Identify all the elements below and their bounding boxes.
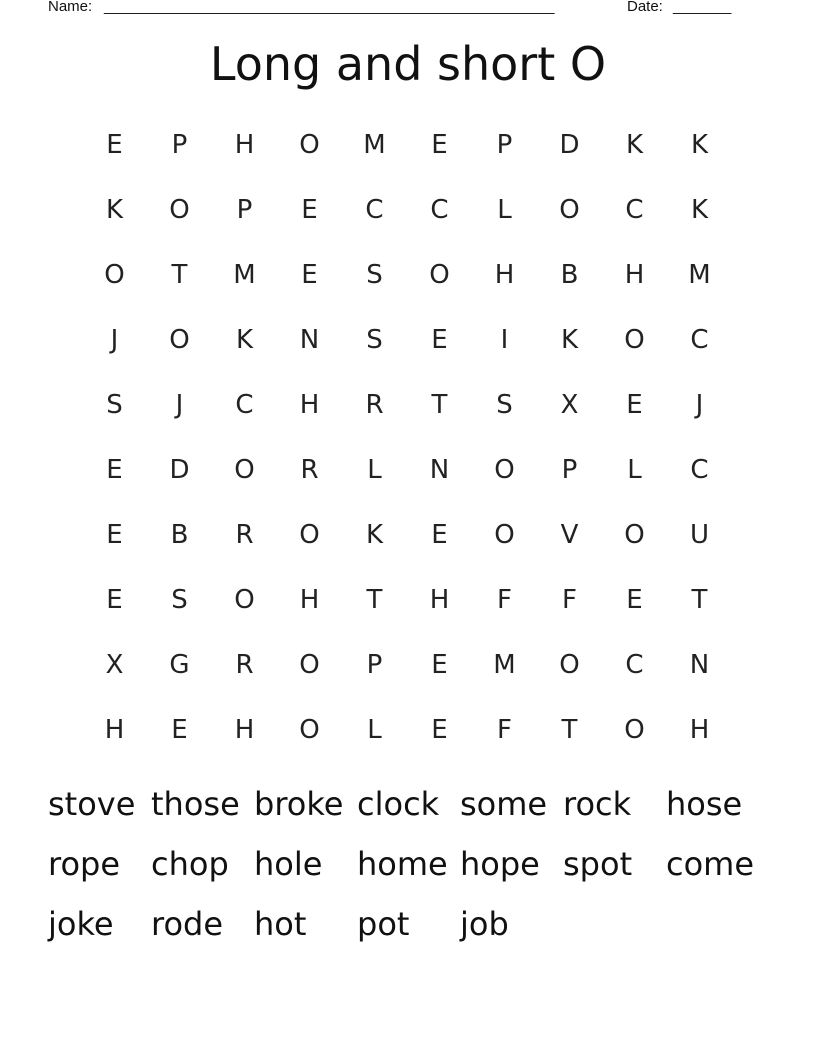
grid-cell: O [494,454,515,485]
grid-cell: M [493,649,516,680]
name-field-line: ______________________________________________________ [104,0,555,15]
grid-cell: H [299,389,320,420]
grid-cell: C [625,649,644,680]
word-bank-item: rope [48,845,121,883]
grid-cell: D [559,129,580,160]
grid-cell: T [561,714,578,745]
grid-cell: O [169,324,190,355]
word-bank-item: pot [357,905,410,943]
grid-cell: P [171,129,188,160]
word-bank-item: stove [48,785,136,823]
word-bank-item: hole [254,845,323,883]
grid-cell: C [365,194,384,225]
grid-cell: E [171,714,188,745]
grid-cell: J [110,324,119,355]
word-bank [48,774,768,954]
grid-cell: M [233,259,256,290]
grid-cell: K [690,194,709,225]
grid-cell: O [624,324,645,355]
grid-cell: K [560,324,579,355]
grid-cell: K [690,129,709,160]
grid-cell: T [691,584,708,615]
grid-cell: S [171,584,188,615]
grid-cell: O [624,714,645,745]
grid-cell: O [624,519,645,550]
grid-cell: O [104,259,125,290]
word-bank-item: spot [563,845,633,883]
grid-cell: E [431,714,448,745]
word-bank-item: come [666,845,755,883]
grid-cell: K [625,129,644,160]
grid-cell: D [169,454,190,485]
word-bank-item: clock [357,785,440,823]
grid-cell: O [559,194,580,225]
grid-cell: C [690,454,709,485]
grid-cell: M [688,259,711,290]
grid-cell: P [561,454,578,485]
date-field-line: _______ [673,0,732,15]
grid-cell: H [234,129,255,160]
grid-cell: E [106,519,123,550]
word-search-grid [82,112,732,762]
grid-cell: U [689,519,710,550]
grid-cell: E [301,194,318,225]
word-bank-item: rock [563,785,632,823]
header [0,0,816,20]
grid-cell: C [625,194,644,225]
word-bank-item: those [151,785,240,823]
word-bank-item: home [357,845,448,883]
word-bank-item: some [460,785,548,823]
grid-cell: R [300,454,319,485]
grid-cell: K [365,519,384,550]
grid-cell: N [429,454,450,485]
grid-cell: X [105,649,124,680]
grid-cell: E [431,519,448,550]
grid-cell: R [235,649,254,680]
grid-cell: S [496,389,513,420]
grid-cell: I [500,324,509,355]
grid-cell: E [431,649,448,680]
grid-cell: E [301,259,318,290]
grid-cell: O [494,519,515,550]
grid-cell: T [171,259,188,290]
grid-cell: O [559,649,580,680]
grid-cell: J [695,389,704,420]
grid-cell: T [431,389,448,420]
grid-cell: L [497,194,512,225]
date-label: Date: [627,0,663,15]
grid-cell: C [235,389,254,420]
grid-cell: E [431,129,448,160]
grid-cell: E [626,584,643,615]
grid-cell: E [106,454,123,485]
word-bank-item: hot [254,905,307,943]
grid-cell: R [235,519,254,550]
grid-cell: C [690,324,709,355]
grid-cell: R [365,389,384,420]
grid-cell: B [560,259,579,290]
grid-cell: O [234,584,255,615]
grid-cell: F [497,714,512,745]
word-bank-item: job [460,905,509,943]
grid-cell: N [689,649,710,680]
grid-cell: P [496,129,513,160]
grid-cell: K [235,324,254,355]
grid-cell: T [366,584,383,615]
grid-cell: F [562,584,577,615]
page-title: Long and short O [209,37,607,91]
grid-cell: S [366,259,383,290]
grid-cell: S [106,389,123,420]
grid-cell: K [105,194,124,225]
grid-cell: X [560,389,579,420]
grid-cell: M [363,129,386,160]
grid-cell: V [560,519,579,550]
grid-cell: O [299,129,320,160]
word-bank-item: rode [151,905,224,943]
grid-cell: B [170,519,189,550]
grid-cell: O [169,194,190,225]
grid-cell: E [626,389,643,420]
grid-cell: C [430,194,449,225]
word-bank-item: chop [151,845,229,883]
grid-cell: O [299,649,320,680]
grid-cell: N [299,324,320,355]
grid-cell: O [429,259,450,290]
word-bank-item: hope [460,845,540,883]
grid-cell: O [299,519,320,550]
grid-cell: S [366,324,383,355]
grid-cell: J [175,389,184,420]
grid-cell: G [169,649,190,680]
grid-cell: L [367,454,382,485]
grid-cell: P [236,194,253,225]
grid-cell: H [689,714,710,745]
grid-cell: O [299,714,320,745]
grid-cell: L [367,714,382,745]
grid-cell: H [299,584,320,615]
grid-cell: L [627,454,642,485]
grid-cell: F [497,584,512,615]
grid-cell: E [106,129,123,160]
grid-cell: H [234,714,255,745]
grid-cell: P [366,649,383,680]
grid-cell: E [431,324,448,355]
grid-cell: H [624,259,645,290]
word-bank-item: hose [666,785,743,823]
grid-cell: E [106,584,123,615]
grid-cell: H [494,259,515,290]
grid-cell: H [104,714,125,745]
grid-cell: O [234,454,255,485]
name-label: Name: [48,0,93,15]
word-bank-item: broke [254,785,344,823]
word-bank-item: joke [48,905,114,943]
grid-cell: H [429,584,450,615]
